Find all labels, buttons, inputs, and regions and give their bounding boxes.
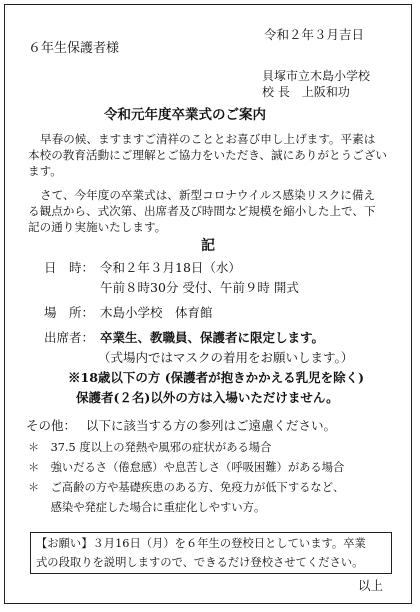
mask-note: （式場内ではマスクの着用をお願いします。） [98,350,354,365]
notice-line: 式の段取りを説明しますので、できるだけ登校させてください。 [36,556,364,569]
intro-line: 記の通り実施いたします。 [28,220,167,234]
school-name: 貝塚市立木島小学校 [262,69,371,83]
intro-line: 早春の候、ますますご清祥のこととお喜び申し上げます。平素は [40,132,376,146]
place-label: 場 所： [44,305,95,320]
attendees-label: 出席者： [44,330,95,345]
place-value: 木島小学校 体育館 [100,305,213,320]
condition-item: ＊ 37.5 度以上の発熱や風邪の症状がある場合 [28,441,272,454]
recipient: ６年生保護者様 [28,41,120,56]
intro-line: ます。 [28,164,62,178]
datetime-label: 日 時： [44,260,95,275]
intro-line: る観点から、式次第、出席者及び時間など規模を縮小した上で、下 [28,204,376,218]
condition-item: ＊ ご高齢の方や基礎疾患のある方、免疫力が低下するなど、 [28,481,345,494]
datetime-value: 令和２年３月18日（水） [100,260,241,275]
age-restriction: ※18歳以下の方 (保護者が抱きかかえる乳児を除く) [68,370,365,385]
datetime-reception: 午前８時30分 受付、午前９時 開式 [100,280,299,295]
condition-item: ＊ 強いだるさ（倦怠感）や息苦しさ（呼吸困難）がある場合 [28,461,345,474]
document-title: 令和元年度卒業式のご案内 [104,107,266,123]
intro-line: さて、今年度の卒業式は、新型コロナウイルス感染リスクに備え [40,188,376,202]
intro-line: 本校の教育活動にご理解とご協力をいただき、誠にありがとうござい [28,148,387,162]
principal-name: 校 長 上阪和功 [262,85,350,99]
closing-ijo: 以上 [358,578,384,593]
entry-restriction: 保護者(２名)以外の方は入場いただけません。 [76,390,339,405]
notice-line: 【お願い】３月16日（月）を６年生の登校日としています。卒業 [36,537,366,550]
issue-date: 令和２年３月吉日 [264,27,365,42]
condition-item: 感染や発症した場合に重症化しやすい方。 [28,501,266,514]
other-label: その他： [26,418,77,433]
ki-heading: 記 [201,238,215,254]
attendees-value: 卒業生、教職員、保護者に限定します。 [100,330,325,345]
other-text: 以下に該当する方の参列はご遠慮ください。 [86,418,337,433]
